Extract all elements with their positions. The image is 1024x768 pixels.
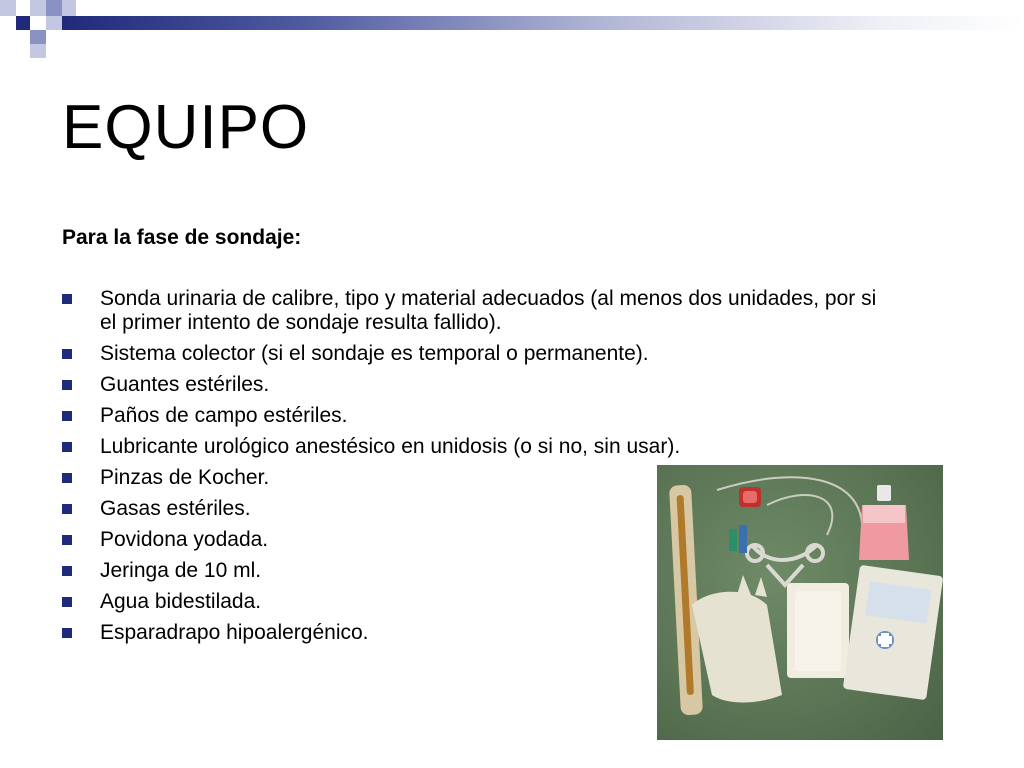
catheter-illustration [669, 485, 703, 716]
header-decoration [0, 0, 1024, 58]
decor-square [30, 30, 46, 44]
list-item-text: Guantes estériles. [100, 373, 270, 396]
decor-square [62, 0, 76, 16]
list-item-text: Esparadrapo hipoalergénico. [100, 621, 369, 644]
list-item [62, 435, 882, 459]
decor-square [30, 0, 46, 16]
decor-square [16, 16, 30, 30]
red-cap-illustration [739, 487, 761, 507]
list-item [62, 404, 882, 428]
bottle-illustration [859, 485, 909, 560]
square-bullet-icon [62, 294, 72, 304]
list-item-text: Agua bidestilada. [100, 590, 262, 613]
list-item-text: Pinzas de Kocher. [100, 466, 270, 489]
square-bullet-icon [62, 473, 72, 483]
square-bullet-icon [62, 349, 72, 359]
decor-square [46, 0, 62, 16]
list-item-text: Jeringa de 10 ml. [100, 559, 262, 582]
list-item [62, 373, 882, 397]
list-item-text: Sistema colector (si el sondaje es temporal o permanente). [100, 342, 649, 365]
square-bullet-icon [62, 628, 72, 638]
decor-square [0, 0, 16, 16]
list-item [62, 287, 882, 335]
square-bullet-icon [62, 535, 72, 545]
equipment-photo [657, 465, 943, 740]
list-item [62, 342, 882, 366]
sterile-package-illustration [843, 565, 943, 700]
gauze-illustration [787, 583, 849, 678]
forceps-illustration [747, 545, 823, 585]
list-item-text: Paños de campo estériles. [100, 404, 348, 427]
list-item-text: Lubricante urológico anestésico en unidosis (o si no, sin usar). [100, 435, 681, 458]
list-item-text: Gasas estériles. [100, 497, 251, 520]
equipment-photo-illustration [657, 465, 943, 740]
square-bullet-icon [62, 411, 72, 421]
slide-title: EQUIPO [62, 93, 310, 162]
list-item-text: Sonda urinaria de calibre, tipo y material adecuados (al menos dos unidades, por si el primer intento de sondaje resulta fallido). [100, 287, 877, 334]
square-bullet-icon [62, 597, 72, 607]
decor-square [30, 44, 46, 58]
decor-square [46, 16, 62, 30]
gloves-illustration [692, 575, 782, 703]
square-bullet-icon [62, 566, 72, 576]
square-bullet-icon [62, 380, 72, 390]
ampoules-illustration [729, 525, 747, 553]
list-item-text: Povidona yodada. [100, 528, 269, 551]
header-gradient-bar [62, 16, 1024, 30]
square-bullet-icon [62, 504, 72, 514]
square-bullet-icon [62, 442, 72, 452]
collector-tubing-illustration [717, 477, 862, 535]
slide-subheading: Para la fase de sondaje: [62, 226, 302, 249]
